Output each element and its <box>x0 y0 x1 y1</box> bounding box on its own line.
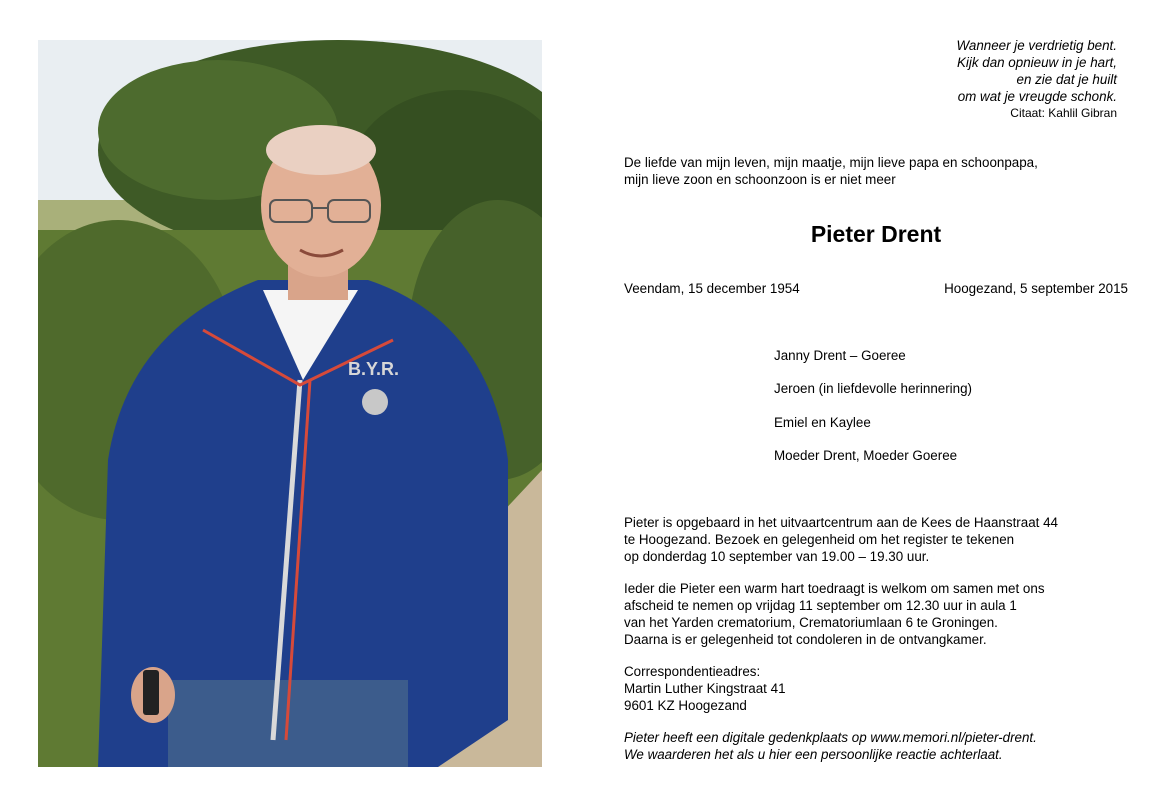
text-line: Daarna is er gelegenheid tot condoleren in de ontvangkamer. <box>624 632 987 647</box>
intro-line: mijn lieve zoon en schoonzoon is er niet meer <box>624 172 896 187</box>
family-member: Moeder Drent, Moeder Goeree <box>774 448 958 463</box>
text-line: Ieder die Pieter een warm hart toedraagt is welkom om samen met ons <box>624 581 1045 596</box>
text-line: Pieter is opgebaard in het uitvaartcentrum aan de Kees de Haanstraat 44 <box>624 515 1058 530</box>
quote-line: Kijk dan opnieuw in je hart, <box>956 55 1117 70</box>
portrait-photo <box>38 40 542 767</box>
family-member: Emiel en Kaylee <box>774 415 871 430</box>
family-member: Janny Drent – Goeree <box>774 348 906 363</box>
birth-info: Veendam, 15 december 1954 <box>624 281 800 296</box>
jacket-print: B.Y.R. <box>348 359 400 379</box>
death-info: Hoogezand, 5 september 2015 <box>944 281 1128 296</box>
quote-line: Wanneer je verdrietig bent. <box>956 38 1117 53</box>
viewing-text <box>624 514 1058 763</box>
text-line: van het Yarden crematorium, Crematoriumlaan 6 te Groningen. <box>624 615 998 630</box>
address-label: Correspondentieadres: <box>624 664 761 679</box>
text-line: afscheid te nemen op vrijdag 11 september om 12.30 uur in aula 1 <box>624 598 1017 613</box>
address-street: Martin Luther Kingstraat 41 <box>624 681 786 696</box>
quote-line: om wat je vreugde schonk. <box>957 89 1117 104</box>
quote-line: en zie dat je huilt <box>1016 72 1117 87</box>
text-line: op donderdag 10 september van 19.00 – 19.30 uur. <box>624 549 930 564</box>
memorial-line: Pieter heeft een digitale gedenkplaats op www.memori.nl/pieter-drent. <box>624 730 1037 745</box>
intro-line: De liefde van mijn leven, mijn maatje, mijn lieve papa en schoonpapa, <box>624 155 1038 170</box>
deceased-name: Pieter Drent <box>810 221 942 247</box>
memorial-line: We waarderen het als u hier een persoonlijke reactie achterlaat. <box>624 747 1003 762</box>
quote-block <box>956 37 1117 122</box>
intro-text <box>624 154 1038 188</box>
text-line: te Hoogezand. Bezoek en gelegenheid om het register te tekenen <box>624 532 1015 547</box>
quote-source: Citaat: Kahlil Gibran <box>1010 106 1117 120</box>
address-city: 9601 KZ Hoogezand <box>624 698 747 713</box>
family-member: Jeroen (in liefdevolle herinnering) <box>774 381 972 396</box>
